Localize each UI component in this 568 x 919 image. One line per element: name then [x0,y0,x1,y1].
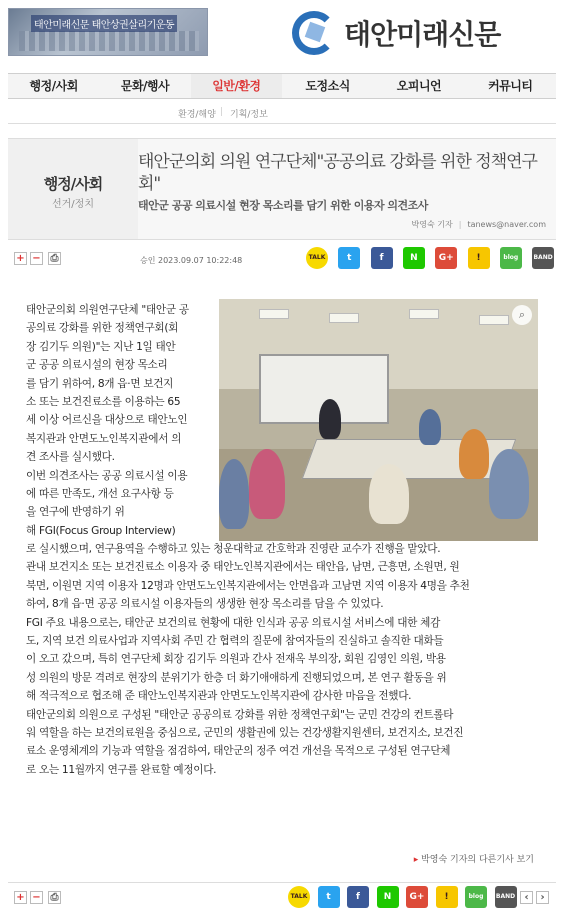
logo-mark-icon [292,11,336,55]
body-line: 관내 보건지소 또는 보건진료소 이용자 중 태안노인복지관에서는 태안읍, 남면, 근흥면, 소원면, 원 [26,561,460,574]
article-body [26,301,544,779]
body-line: 공의료 강화를 위한 정책연구회(회 [26,322,179,335]
next-article-button[interactable]: › [536,891,549,904]
banner-image [19,31,199,51]
body-line: 장 김기두 의원)"는 지난 1일 태안 [26,340,176,353]
body-line: 이번 의견조사는 공공 의료시설 이용 [26,469,188,482]
nav-item[interactable]: 행정/사회 [29,79,78,93]
nav-item[interactable]: 도정소식 [305,79,350,93]
nav-item[interactable]: 일반/환경 [191,74,282,98]
kakaostory-share-icon[interactable]: ! [436,886,458,908]
band-share-icon[interactable]: BAND [532,247,554,269]
facebook-share-icon[interactable]: f [371,247,393,269]
body-line: 군 공공 의료시설의 현장 목소리 [26,359,168,372]
body-line: 료소 운영체계의 기능과 역할을 점검하여, 태안군의 정주 여건 개선을 목적으로 구성된 연구단체 [26,745,451,758]
print-button[interactable]: ⎙ [48,252,61,265]
body-line: 세 이상 어르신을 대상으로 태안노인 [26,414,188,427]
body-line: 로 오는 11월까지 연구를 완료할 예정이다. [26,763,217,776]
sub-nav-item[interactable]: 기획/정보 [230,110,268,120]
body-line: 태안군의회 의원으로 구성된 "태안군 공공의료 강화를 위한 정책연구회"는 군민 건강의 컨트롤타 [26,708,454,721]
photo-zoom-icon[interactable]: ⌕ [512,305,532,325]
body-line: 도, 지역 보건 의료사업과 지역사회 주민 간 협력의 질문에 참여자들의 진실하고 솔직한 대화들 [26,635,444,648]
blog-share-icon[interactable]: blog [465,886,487,908]
logo-name: 태안미래신문 [344,18,501,51]
body-line: 워 역할을 하는 보건의료원을 중심으로, 군민의 생활권에 있는 건강생활지원센터, 보건지소, 보건진 [26,726,464,739]
body-line: 하여, 8개 읍·면 공공 의료시설 이용자들의 생생한 현장 목소리를 담을 수 있었다. [26,598,384,611]
body-line: 을 연구에 반영하기 위 [26,506,125,519]
font-decrease-button[interactable]: − [30,252,43,265]
reporter-email[interactable]: tanews@naver.com [467,220,546,229]
body-line: 복지관과 안면도노인복지관에서 의 [26,432,182,445]
body-line: 해 FGI(Focus Group Interview) [26,524,176,537]
naver-share-icon[interactable]: N [377,886,399,908]
section-main[interactable]: 행정/사회 [43,175,103,193]
body-line: FGI 주요 내용으로는, 태안군 보건의료 현황에 대한 인식과 공공 의료시설 서비스에 대한 체감 [26,616,441,629]
site-logo[interactable] [292,10,500,56]
sub-nav-item[interactable]: 환경/해양 [178,110,216,120]
article-title: 태안군의회 의원 연구단체"공공의료 강화를 위한 정책연구회" [138,152,537,194]
prev-article-button[interactable]: ‹ [520,891,533,904]
twitter-share-icon[interactable]: t [338,247,360,269]
font-increase-button[interactable]: + [14,891,27,904]
article-header [8,138,556,240]
kakaotalk-share-icon[interactable]: TALK [306,247,328,269]
facebook-share-icon[interactable]: f [347,886,369,908]
body-line: 견 조사를 실시했다. [26,451,115,464]
publish-date: 승인 2023.09.07 10:22:48 [140,256,243,265]
byline: 박영숙 기자 | tanews@naver.com [411,220,546,229]
sub-nav [8,100,556,124]
twitter-share-icon[interactable]: t [318,886,340,908]
article-toolbar-top [8,244,556,274]
body-line: 소 또는 보건진료소를 이용하는 65 [26,395,181,408]
promo-banner[interactable] [8,8,208,56]
font-decrease-button[interactable]: − [30,891,43,904]
article-subtitle: 태안군 공공 의료시설 현장 목소리를 담기 위한 이용자 의견조사 [138,199,428,212]
nav-item[interactable]: 커뮤니티 [488,79,533,93]
googleplus-share-icon[interactable]: G+ [406,886,428,908]
blog-share-icon[interactable]: blog [500,247,522,269]
font-increase-button[interactable]: + [14,252,27,265]
body-line: 를 담기 위하여, 8개 읍·면 보건지 [26,377,174,390]
body-line: 북면, 이원면 지역 이용자 12명과 안면도노인복지관에서는 안면읍과 고남면 지역 이용자 4명을 추천 [26,579,470,592]
band-share-icon[interactable]: BAND [495,886,517,908]
nav-item[interactable]: 문화/행사 [120,79,170,93]
article-toolbar-bottom [8,882,556,912]
sub-nav-divider: | [220,107,224,117]
section-sub[interactable]: 선거/정치 [51,199,94,210]
kakaotalk-share-icon[interactable]: TALK [288,886,310,908]
body-line: 이 오고 갔으며, 특히 연구단체 회장 김기두 의원과 간사 전재옥 부의장, 회원 김영인 의원, 박용 [26,653,446,666]
kakaostory-share-icon[interactable]: ! [468,247,490,269]
reporter-name[interactable]: 박영숙 기자 [411,220,453,229]
body-line: 로 실시했으며, 연구용역을 수행하고 있는 청운대학교 간호학과 진영란 교수가 진행을 맡았다. [26,543,441,556]
banner-text: 태안미래신문 태안상권살리기운동 [31,15,177,32]
googleplus-share-icon[interactable]: G+ [435,247,457,269]
body-line: 해 적극적으로 협조해 준 태안노인복지관과 안면도노인복지관에 감사한 마음을 전했다. [26,690,412,703]
nav-item[interactable]: 오피니언 [396,79,442,93]
more-articles-link[interactable]: ▸ 박영숙 기자의 다른기사 보기 [414,852,534,865]
body-line: 성 의원의 방문 격려로 현장의 분위기가 한층 더 화기애애하게 진행되었으며, 본 연구 활동을 위 [26,671,447,684]
main-nav [8,73,556,99]
body-line: 태안군의회 의원연구단체 "태안군 공 [26,304,189,316]
print-button[interactable]: ⎙ [48,891,61,904]
naver-share-icon[interactable]: N [403,247,425,269]
body-line: 에 따른 만족도, 개선 요구사항 등 [26,487,174,500]
section-label [8,139,138,239]
